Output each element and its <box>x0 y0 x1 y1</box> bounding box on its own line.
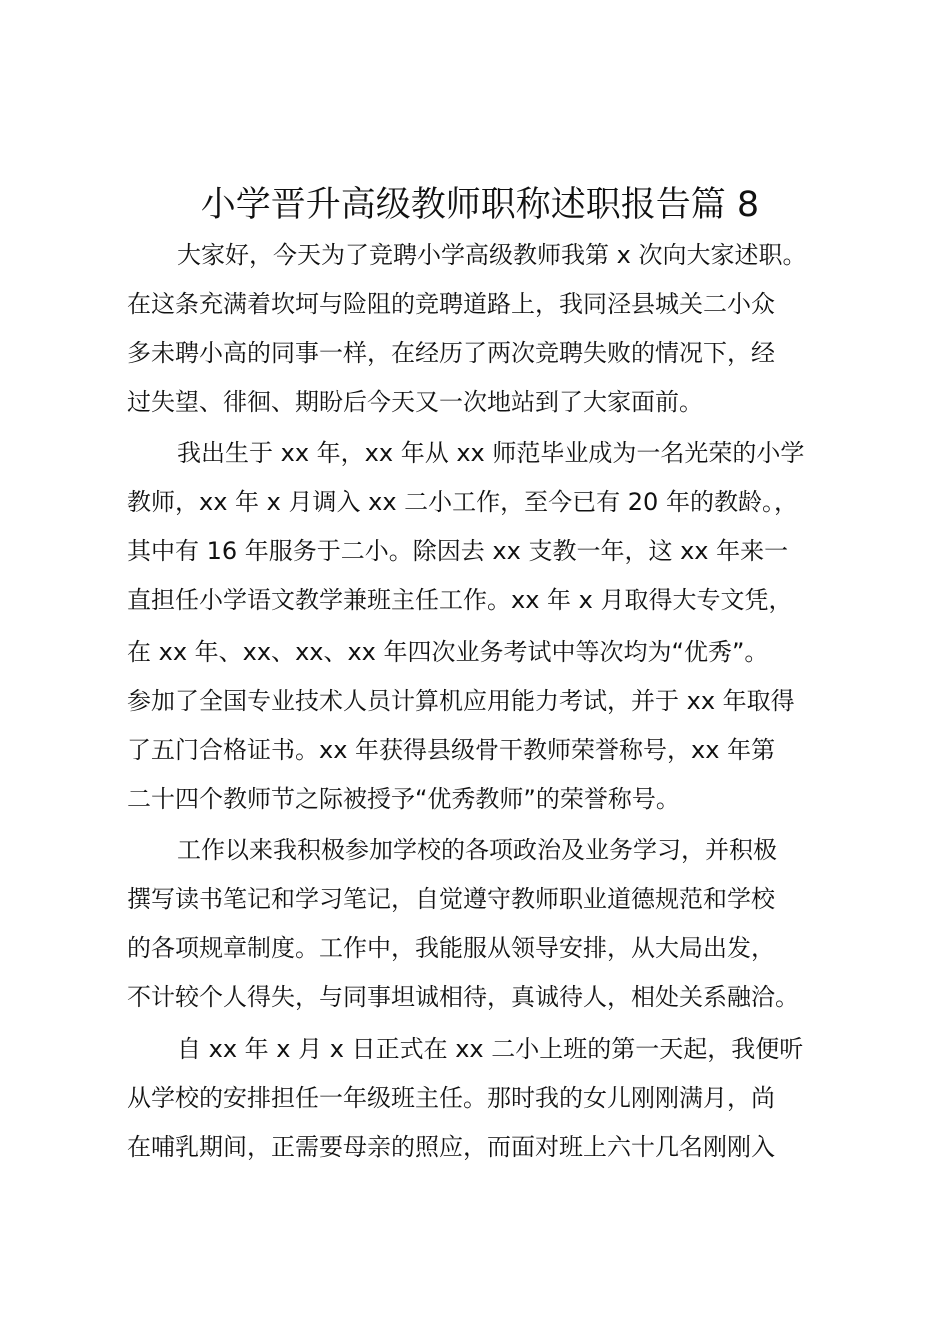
paragraph-line: 大家好，今天为了竞聘小学高级教师我第 x 次向大家述职。 <box>177 241 807 269</box>
paragraph-line: 在这条充满着坎坷与险阻的竞聘道路上，我同泾县城关二小众 <box>127 290 775 318</box>
paragraph-line: 了五门合格证书。xx 年获得县级骨干教师荣誉称号，xx 年第 <box>127 736 776 764</box>
paragraph-line: 教师，xx 年 x 月调入 xx 二小工作，至今已有 20 年的教龄。， <box>127 488 798 516</box>
document-title: 小学晋升高级教师职称述职报告篇 8 <box>200 185 760 225</box>
paragraph-line: 不计较个人得失，与同事坦诚相待，真诚待人，相处关系融洽。 <box>127 983 799 1011</box>
paragraph-line: 二十四个教师节之际被授予“优秀教师”的荣誉称号。 <box>127 785 680 813</box>
paragraph-line: 其中有 16 年服务于二小。除因去 xx 支教一年，这 xx 年来一 <box>127 537 789 565</box>
paragraph-line: 在哺乳期间，正需要母亲的照应，而面对班上六十几名刚刚入 <box>127 1133 775 1161</box>
paragraph-line: 多未聘小高的同事一样，在经历了两次竞聘失败的情况下，经 <box>127 339 775 367</box>
paragraph-line: 在 xx 年、xx、xx、xx 年四次业务考试中等次均为“优秀”。 <box>127 638 769 666</box>
paragraph-line: 直担任小学语文教学兼班主任工作。xx 年 x 月取得大专文凭， <box>127 586 793 614</box>
paragraph-line: 从学校的安排担任一年级班主任。那时我的女儿刚刚满月，尚 <box>127 1084 775 1112</box>
paragraph-line: 自 xx 年 x 月 x 日正式在 xx 二小上班的第一天起，我便听 <box>177 1035 804 1063</box>
paragraph-line: 参加了全国专业技术人员计算机应用能力考试，并于 xx 年取得 <box>127 687 795 715</box>
paragraph-line: 过失望、徘徊、期盼后今天又一次地站到了大家面前。 <box>127 388 703 416</box>
paragraph-line: 的各项规章制度。工作中，我能服从领导安排，从大局出发， <box>127 934 775 962</box>
paragraph-line: 工作以来我积极参加学校的各项政治及业务学习，并积极 <box>177 836 777 864</box>
paragraph-line: 我出生于 xx 年，xx 年从 xx 师范毕业成为一名光荣的小学 <box>177 439 805 467</box>
paragraph-line: 撰写读书笔记和学习笔记，自觉遵守教师职业道德规范和学校 <box>127 885 775 913</box>
